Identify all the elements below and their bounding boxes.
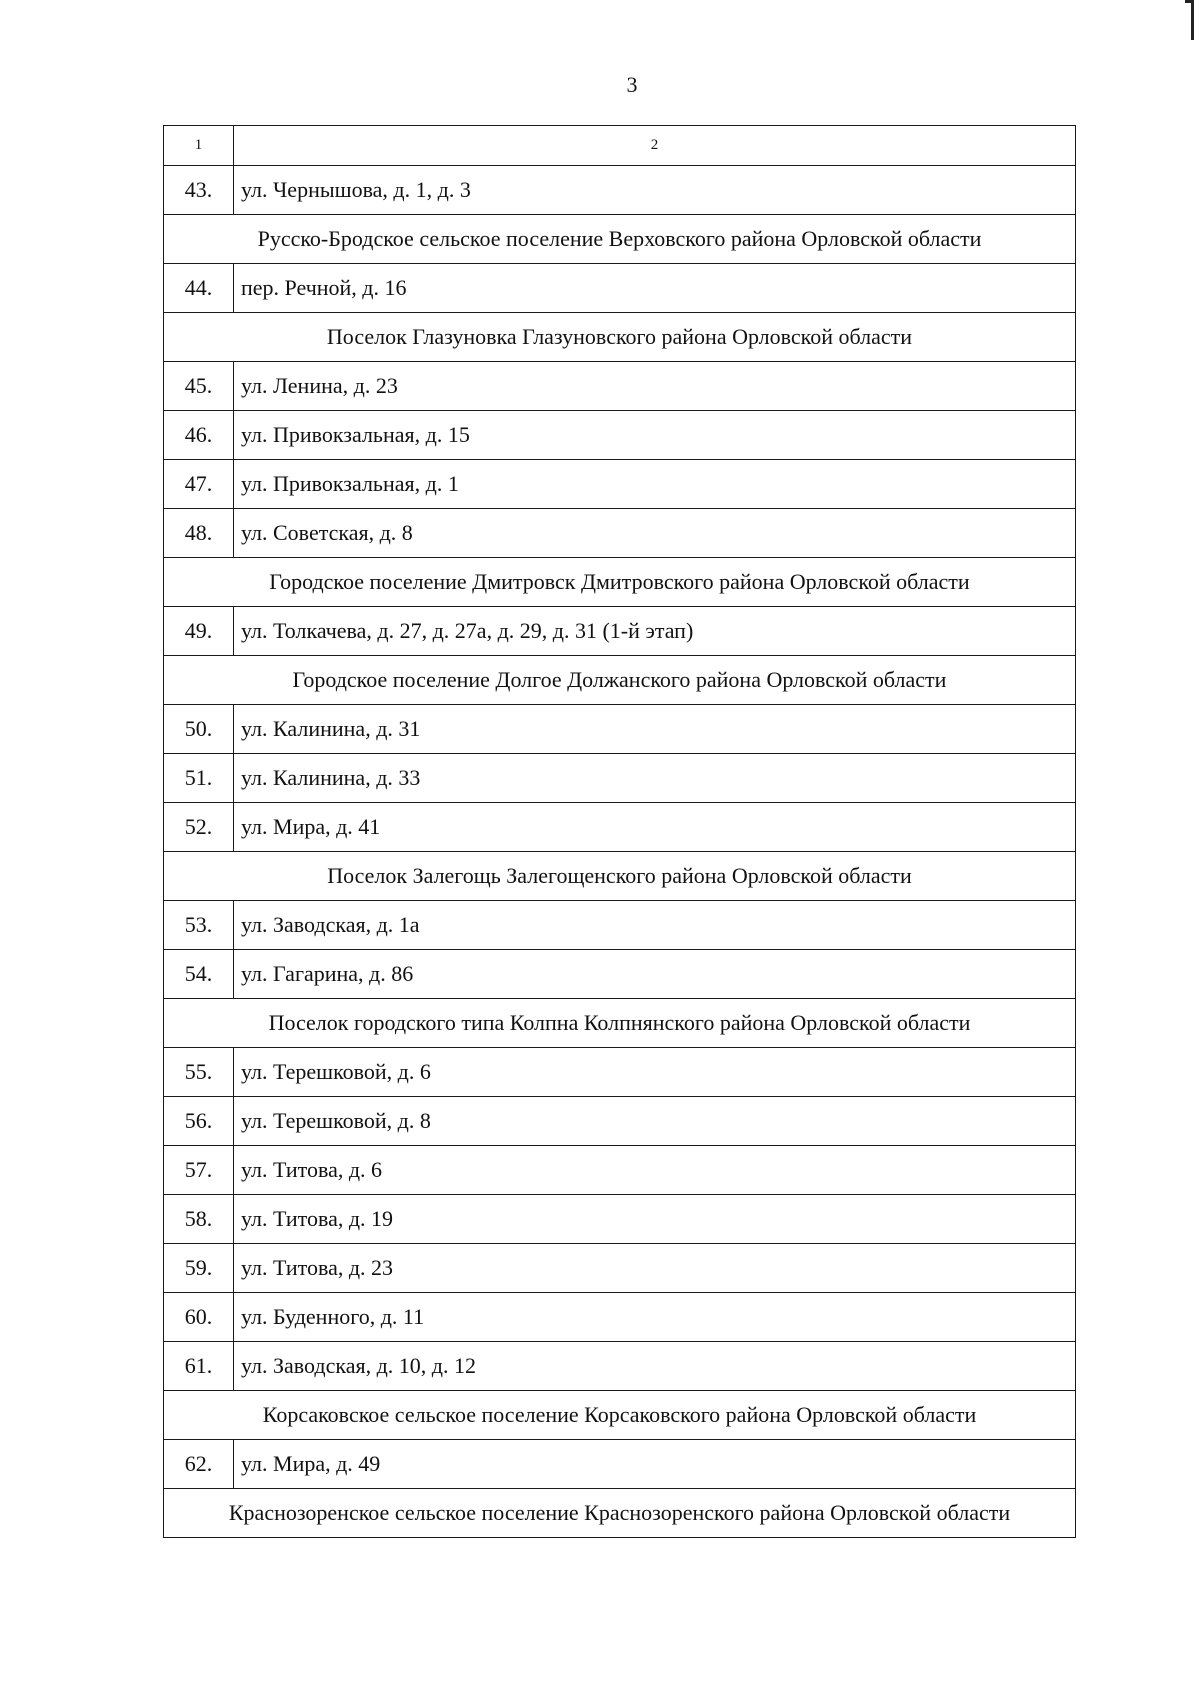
section-title: Поселок городского типа Колпна Колпнянского района Орловской области [164,999,1076,1048]
row-number: 47. [164,460,234,509]
table-row [164,509,1076,558]
table-row [164,411,1076,460]
table-row [164,607,1076,656]
table-row [164,1244,1076,1293]
row-address: ул. Привокзальная, д. 1 [234,460,1076,509]
row-number: 44. [164,264,234,313]
row-address: ул. Мира, д. 49 [234,1440,1076,1489]
section-header-row [164,1489,1076,1538]
row-number: 52. [164,803,234,852]
row-address: ул. Терешковой, д. 6 [234,1048,1076,1097]
table-row [164,803,1076,852]
row-number: 62. [164,1440,234,1489]
row-number: 59. [164,1244,234,1293]
section-header-row [164,852,1076,901]
row-number: 58. [164,1195,234,1244]
row-number: 53. [164,901,234,950]
row-number: 49. [164,607,234,656]
table-row [164,460,1076,509]
row-number: 48. [164,509,234,558]
table-row [164,1146,1076,1195]
section-header-row [164,558,1076,607]
scan-edge-mark [1191,0,1194,40]
row-number: 45. [164,362,234,411]
section-header-row [164,999,1076,1048]
row-number: 50. [164,705,234,754]
table-row [164,1440,1076,1489]
row-number: 46. [164,411,234,460]
section-title: Городское поселение Долгое Должанского района Орловской области [164,656,1076,705]
table-row [164,1195,1076,1244]
row-number: 60. [164,1293,234,1342]
row-address: ул. Советская, д. 8 [234,509,1076,558]
section-header-row [164,215,1076,264]
row-address: ул. Титова, д. 6 [234,1146,1076,1195]
table-header-row [164,126,1076,166]
row-address: ул. Мира, д. 41 [234,803,1076,852]
row-address: ул. Чернышова, д. 1, д. 3 [234,166,1076,215]
table-row [164,754,1076,803]
table-row [164,950,1076,999]
row-address: ул. Толкачева, д. 27, д. 27а, д. 29, д. 31 (1-й этап) [234,607,1076,656]
row-number: 55. [164,1048,234,1097]
section-title: Поселок Глазуновка Глазуновского района Орловской области [164,313,1076,362]
table-row [164,166,1076,215]
section-title: Русско-Бродское сельское поселение Верховского района Орловской области [164,215,1076,264]
address-table [163,125,1076,1538]
table-body [164,126,1076,1538]
section-title: Корсаковское сельское поселение Корсаковского района Орловской области [164,1391,1076,1440]
column-header-address: 2 [234,126,1076,166]
section-title: Краснозоренское сельское поселение Краснозоренского района Орловской области [164,1489,1076,1538]
row-number: 56. [164,1097,234,1146]
row-address: ул. Ленина, д. 23 [234,362,1076,411]
section-header-row [164,1391,1076,1440]
row-address: ул. Титова, д. 19 [234,1195,1076,1244]
row-number: 43. [164,166,234,215]
row-address: ул. Заводская, д. 1а [234,901,1076,950]
row-address: ул. Буденного, д. 11 [234,1293,1076,1342]
section-header-row [164,656,1076,705]
column-header-number: 1 [164,126,234,166]
page-number: 3 [626,72,638,97]
row-address: ул. Калинина, д. 33 [234,754,1076,803]
row-address: ул. Терешковой, д. 8 [234,1097,1076,1146]
section-header-row [164,313,1076,362]
row-number: 61. [164,1342,234,1391]
row-number: 54. [164,950,234,999]
section-title: Городское поселение Дмитровск Дмитровского района Орловской области [164,558,1076,607]
table-row [164,362,1076,411]
table-row [164,1342,1076,1391]
table-row [164,1097,1076,1146]
table-row [164,901,1076,950]
row-address: ул. Калинина, д. 31 [234,705,1076,754]
table-row [164,705,1076,754]
row-number: 57. [164,1146,234,1195]
row-address: ул. Заводская, д. 10, д. 12 [234,1342,1076,1391]
row-address: ул. Гагарина, д. 86 [234,950,1076,999]
table-row [164,264,1076,313]
row-address: ул. Титова, д. 23 [234,1244,1076,1293]
row-number: 51. [164,754,234,803]
row-address: пер. Речной, д. 16 [234,264,1076,313]
row-address: ул. Привокзальная, д. 15 [234,411,1076,460]
table-row [164,1048,1076,1097]
section-title: Поселок Залегощь Залегощенского района Орловской области [164,852,1076,901]
table-row [164,1293,1076,1342]
